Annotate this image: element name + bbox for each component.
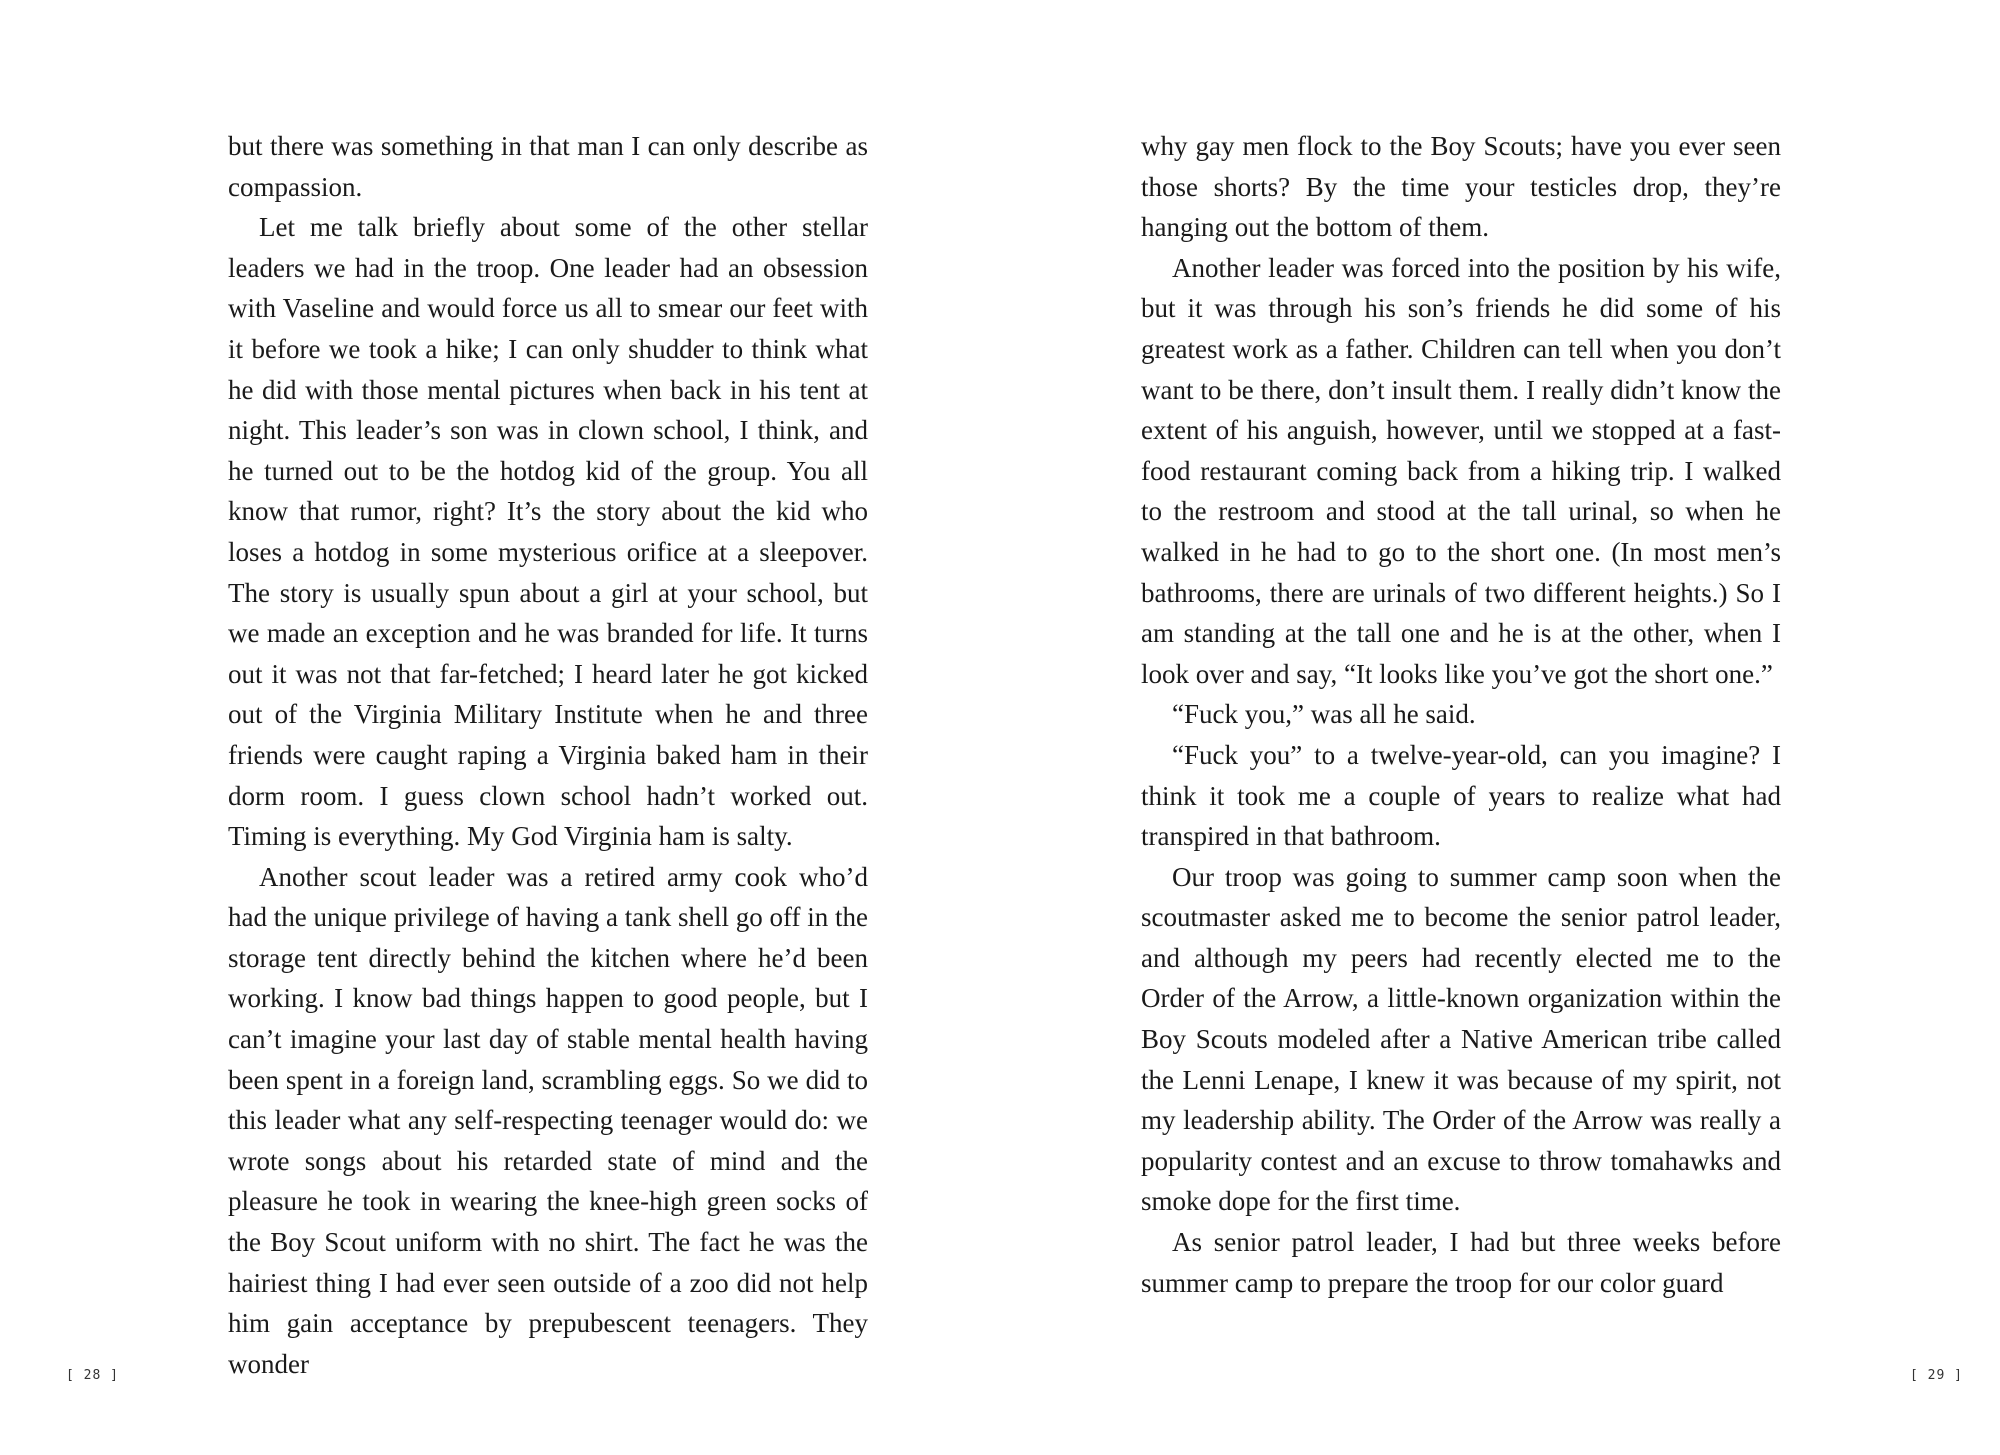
right-page <box>1000 0 2000 1455</box>
paragraph: Another leader was forced into the position by his wife, but it was through his son’s friends he did some of his greatest work as a father. Children can tell when you don’t want to be there, don’t insult them. I really didn’t know the extent of his anguish, however, until we stopped at a fast-food restaurant coming back from a hiking trip. I walked to the restroom and stood at the tall urinal, so when he walked in he had to go to the short one. (In most men’s bathrooms, there are urinals of two different heights.) So I am standing at the tall one and he is at the other, when I look over and say, “It looks like you’ve got the short one.” <box>1141 252 1781 689</box>
paragraph: but there was something in that man I can only describe as compassion. <box>228 131 868 202</box>
paragraph: Let me talk briefly about some of the other stellar leaders we had in the troop. One leader had an obsession with Vaseline and would force us all to smear our feet with it before we took a hike; I can only shudder to think what he did with those mental pictures when back in his tent at night. This leader’s son was in clown school, I think, and he turned out to be the hotdog kid of the group. You all know that rumor, right? It’s the story about the kid who loses a hotdog in some mysterious orifice at a sleepover. The story is usually spun about a girl at your school, but we made an exception and he was branded for life. It turns out it was not that far-fetched; I heard later he got kicked out of the Virginia Military Institute when he and three friends were caught raping a Virginia baked ham in their dorm room. I guess clown school hadn’t worked out. Timing is everything. My God Virginia ham is salty. <box>228 212 868 852</box>
page-number: [ 29 ] <box>1910 1368 1963 1383</box>
paragraph: why gay men flock to the Boy Scouts; have you ever seen those shorts? By the time your testicles drop, they’re hanging out the bottom of them. <box>1141 131 1781 243</box>
paragraph: As senior patrol leader, I had but three weeks before summer camp to prepare the troop for our color guard <box>1141 1227 1781 1298</box>
left-page-body <box>228 126 868 1384</box>
paragraph: “Fuck you,” was all he said. <box>1172 699 1476 730</box>
paragraph: Our troop was going to summer camp soon when the scoutmaster asked me to become the senior patrol leader, and although my peers had recently elected me to the Order of the Arrow, a little-known organization within the Boy Scouts modeled after a Native American tribe called the Lenni Lenape, I knew it was because of my spirit, not my leadership ability. The Order of the Arrow was really a popularity contest and an excuse to throw tomahawks and smoke dope for the first time. <box>1141 861 1781 1217</box>
paragraph: “Fuck you” to a twelve-year-old, can you imagine? I think it took me a couple of years to realize what had transpired in that bathroom. <box>1141 739 1781 852</box>
right-page-body <box>1141 126 1781 1303</box>
page-number: [ 28 ] <box>66 1368 119 1383</box>
paragraph: Another scout leader was a retired army cook who’d had the unique privilege of having a tank shell go off in the storage tent directly behind the kitchen where he’d been working. I know bad things happen to good people, but I can’t imagine your last day of stable mental health having been spent in a foreign land, scrambling eggs. So we did to this leader what any self-respecting teenager would do: we wrote songs about his retarded state of mind and the pleasure he took in wearing the knee-high green socks of the Boy Scout uniform with no shirt. The fact he was the hairiest thing I had ever seen outside of a zoo did not help him gain acceptance by prepubescent teenagers. They wonder <box>228 861 868 1379</box>
